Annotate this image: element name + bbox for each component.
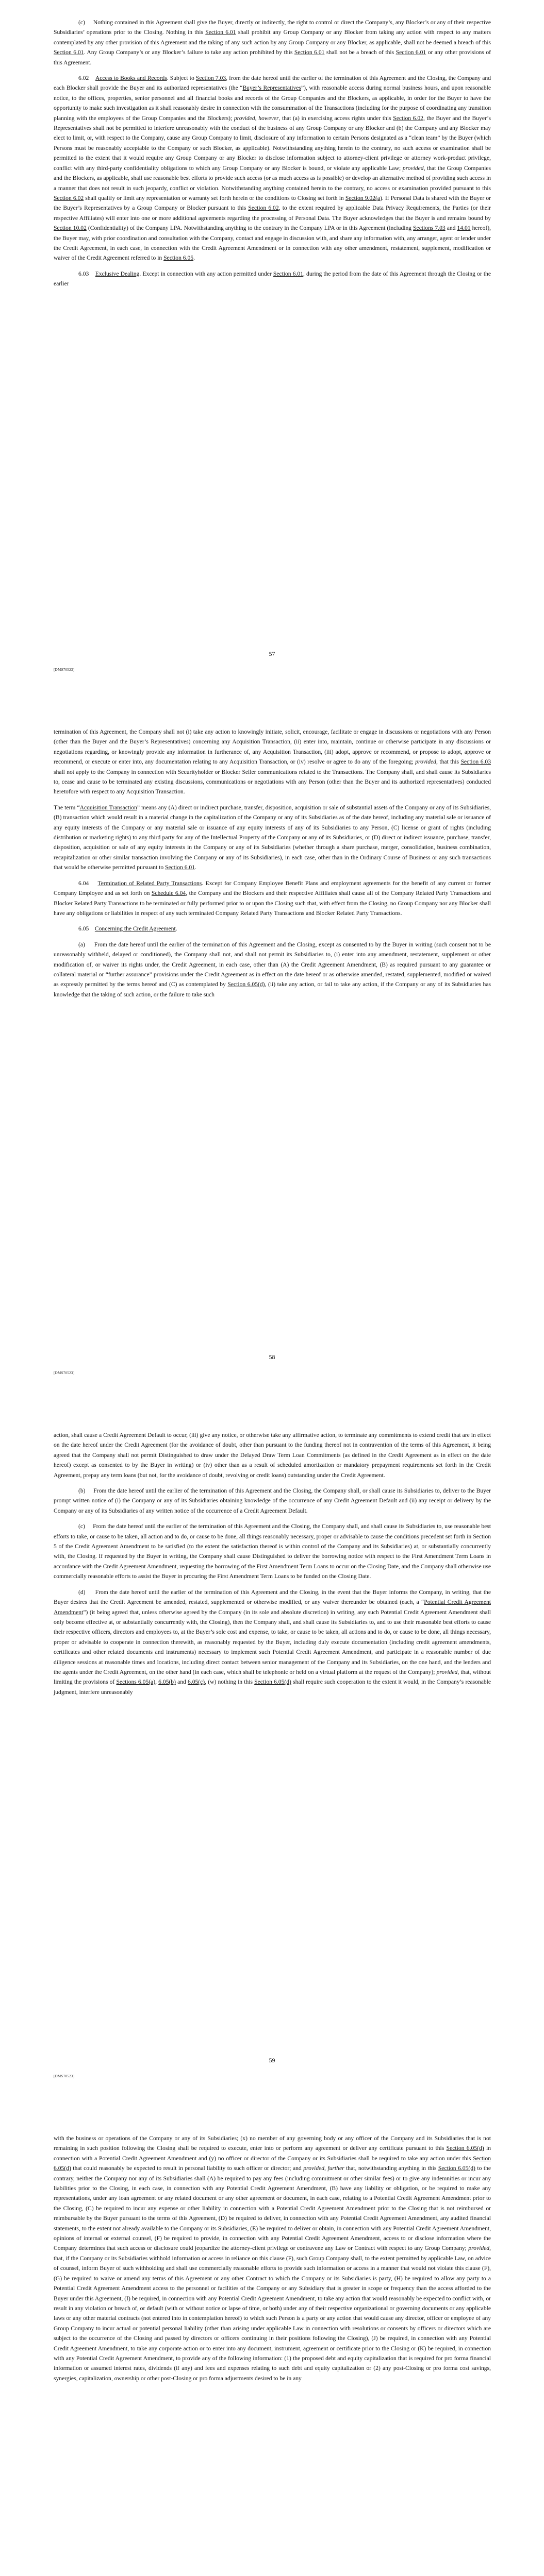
page-number: 59 xyxy=(269,2057,275,2064)
page-60 xyxy=(0,2110,544,2576)
page-59 xyxy=(0,1406,544,2110)
page-number: 58 xyxy=(269,1353,275,1361)
paragraph: (c) From the date hereof until the earlier of the termination of this Agreement and the Closing, the Company shall, and shall cause its Subsidiaries to, use reasonable best efforts to take, or cause to be taken, all action and to do, or cause to be done, all things reasonably necessary, proper or advisable to cause the conditions precedent set forth in Section 5 of the Credit Agreement Amendment to be satisfied (to the extent the satisfaction thereof is within control of the Company and its Subsidiaries) at, or substantially concurrently with, the Closing. If requested by the Buyer in writing, the Company shall cause Distinguished to deliver the borrowing notice with respect to the First Amendment Term Loans in accordance with the Credit Agreement Amendment, requesting the borrowing of the First Amendment Term Loans to occur on the Closing Date, and the Company shall otherwise use commercially reasonable efforts to assist the Buyer in procuring the First Amendment Term Loans to be funded on the Closing Date. xyxy=(54,1523,491,1580)
paragraph: (c) Nothing contained in this Agreement shall give the Buyer, directly or indirectly, the right to control or direct the Company’s, any Blocker’s or any of their respective Subsidiaries’ operations prior to the Closing. Nothing in this Section 6.01 shall prohibit any Group Company or any Blocker from taking any action with respect to any matters contemplated by any other provision of this Agreement and the taking of any such action by any Group Company or any Blocker, as applicable, shall not be deemed a breach of this Section 6.01. Any Group Company’s or any Blocker’s failure to take any action prohibited by this Section 6.01 shall not be a breach of this Section 6.01 or any other provisions of this Agreement. xyxy=(54,19,491,66)
page-57-body xyxy=(54,18,491,295)
paragraph: 6.02 Access to Books and Records. Subject to Section 7.03, from the date hereof until the earlier of the termination of this Agreement and the Closing, the Company and each Blocker shall provide the Buyer and its authorized representatives (the “Buyer’s Representatives”), with reasonable access during normal business hours, and upon reasonable notice, to the offices, properties, senior personnel and all financial books and records of the Group Companies and the Blockers, as applicable, in order for the Buyer to have the opportunity to make such investigation as it shall reasonably desire in connection with the consummation of the Transactions (including for the purpose of coordinating any transition planning with the employees of the Group Companies and the Blockers); provided, however, that (a) in exercising access rights under this Section 6.02, the Buyer and the Buyer’s Representatives shall not be permitted to interfere unreasonably with the conduct of the business of any Group Company or any Blocker and (b) the Company and any Blocker may elect to limit, or, with respect to the Company, cause any Group Company to limit, disclosure of any information to certain Persons designated as a “clean team” by the Buyer (which Persons must be reasonably acceptable to the Company or such Blocker, as applicable). Notwithstanding anything herein to the contrary, no such access or examination shall be permitted to the extent that it would require any Group Company or any Blocker to disclose information subject to attorney-client privilege or attorney work-product privilege, conflict with any third-party confidentiality obligations to which any Group Company or any Blocker is bound, or violate any applicable Law; provided, that the Group Companies and the Blockers, as applicable, shall use reasonable best efforts to provide such access (or as much access as is possible) or develop an alternative method of providing such access in a manner that does not result in such jeopardy, conflict or violation. Notwithstanding anything contained herein to the contrary, no access or examination provided pursuant to this Section 6.02 shall qualify or limit any representation or warranty set forth herein or the conditions to Closing set forth in Section 9.02(a). If Personal Data is shared with the Buyer or the Buyer’s Representatives by a Group Company or Blocker pursuant to this Section 6.02, to the extent required by applicable Data Privacy Requirements, the Parties (or their respective Affiliates) will enter into one or more additional agreements regarding the processing of Personal Data. The Buyer acknowledges that the Buyer is and remains bound by Section 10.02 (Confidentiality) of the Company LPA. Notwithstanding anything to the contrary in the Company LPA or in this Agreement (including Sections 7.03 and 14.01 hereof), the Buyer may, with prior coordination and consultation with the Company, contact and engage in discussion with, and share any information with, any arranger, agent or lender under the Credit Agreement, in each case, in connection with the Credit Agreement Amendment or in connection with any other amendment, restatement, supplement, modification or waiver of the Credit Agreement referred to in Section 6.05. xyxy=(54,75,491,262)
page-58-body xyxy=(54,727,491,1005)
page-number: 57 xyxy=(269,650,275,657)
page-57 xyxy=(0,0,544,703)
paragraph: 6.03 Exclusive Dealing. Except in connection with any action permitted under Section 6.01, during the period from the date of this Agreement through the Closing or the earlier xyxy=(54,270,491,287)
paragraph: 6.05 Concerning the Credit Agreement. xyxy=(78,925,177,933)
paragraph: termination of this Agreement, the Company shall not (i) take any action to knowingly initiate, solicit, encourage, facilitate or engage in discussions or negotiations with any Person (other than the Buyer and the Buyer’s Representatives) concerning any Acquisition Transaction, (ii) enter into, maintain, continue or otherwise participate in any discussions or negotiations regarding, or knowingly provide any information in furtherance of, any Acquisition Transaction, (iii) adopt, approve or recommend, or propose to adopt, approve or recommend, or execute or enter into, any documentation relating to any Acquisition Transaction, or (iv) resolve or agree to do any of the foregoing; provided, that this Section 6.03 shall not apply to the Company in connection with Securityholder or Blocker Seller communications related to the Transactions. The Company shall, and shall cause its Subsidiaries to, cease and cause to be terminated any existing discussions, communications or negotiations with any Person (other than the Buyer and its authorized representatives) conducted heretofore with respect to any Acquisition Transaction. xyxy=(54,728,491,795)
doc-footer-code: [DMS70523] xyxy=(54,2074,75,2078)
paragraph: The term “Acquisition Transaction” means any (A) direct or indirect purchase, transfer, disposition, acquisition or sale of substantial assets of the Company or any of its Subsidiaries, (B) transaction which would result in a material change in the capitalization of the Company or any of its Subsidiaries as of the date hereof, including any material sale or issuance of any equity interests of the Company or any material sale or issuance of any equity interests of any of its Subsidiaries to any Person, (C) license or grant of rights (including distribution or marketing rights) to any third party for any of the Intellectual Property of the Company or any of its Subsidiaries, or (D) direct or indirect issuance, purchase, transfer, disposition, acquisition or sale of any equity interests in the Company or any of its Subsidiaries (whether through a share purchase, merger, consolidation, business combination, recapitalization or other similar transaction involving the Company or any of its Subsidiaries), in each case, other than in the Ordinary Course of Business or any such transactions that would be otherwise permitted pursuant to Section 6.01. xyxy=(54,804,491,871)
page-58 xyxy=(0,703,544,1406)
paragraph: with the business or operations of the Company or any of its Subsidiaries; (x) no member of any governing body or any officer of the Company and its Subsidiaries that is not remaining in such position following the Closing shall be required to execute, enter into or perform any agreement or deliver any certificate pursuant to this Section 6.05(d) in connection with a Potential Credit Agreement Amendment and (y) no officer or director of the Company or its Subsidiaries shall be required to take any action under this Section 6.05(d) that could reasonably be expected to result in personal liability to such officer or director; and provided, further that, notwithstanding anything in this Section 6.05(d) to the contrary, neither the Company nor any of its Subsidiaries shall (A) be required to pay any fees (including commitment or other similar fees) or to give any indemnities or incur any liabilities prior to the Closing, in each case, in connection with any Potential Credit Agreement Amendment, (B) have any liability or obligation, or be required to make any representations, under any loan agreement or any related document or any other agreement or document, in each case, relating to a Potential Credit Agreement Amendment prior to the Closing, (C) be required to incur any expense or other liability in connection with a Potential Credit Agreement Amendment prior to the Closing that is not reimbursed or reimbursable by the Buyer pursuant to the terms of this Agreement, (D) be required to deliver, in connection with any Potential Credit Agreement Amendment, any audited financial statements, to the extent not already available to the Company or its Subsidiaries, (E) be required to deliver or obtain, in connection with any Potential Credit Agreement Amendment, opinions of internal or external counsel, (F) be required to provide, in connection with any Potential Credit Agreement Amendment, access to or disclose information where the Company determines that such access or disclosure could jeopardize the attorney-client privilege or contravene any Law or Contract with respect to any Group Company; provided, that, if the Company or its Subsidiaries withhold information or access in reliance on this clause (F), such Group Company shall, to the extent permitted by applicable Law, on advice of counsel, inform Buyer of such withholding and shall use commercially reasonable efforts to provide such information or access in a manner that would not violate this clause (F), (G) be required to waive or amend any terms of this Agreement or any other Contract to which the Company or its Subsidiaries is party, (H) be required to allow any party to a Potential Credit Agreement Amendment access to the personnel or facilities of the Company or any Subsidiary that is greater in scope or frequency than the access afforded to the Buyer under this Agreement, (I) be required, in connection with any Potential Credit Agreement Amendment, to take any action that would reasonably be expected to conflict with, or result in any violation or breach of, or default (with or without notice or lapse of time, or both) under any of their respective organizational or governing documents or any applicable laws or any other material contracts (not entered into in contemplation hereof) to which such Person is a party or any action that would cause any director, officer or employee of any Group Company to incur actual or potential personal liability (other than arising under applicable Law in connection with resolutions or consents by officers or directors which are subject to the occurrence of the Closing and passed by directors or officers continuing in their positions following the Closing), (J) be required, in connection with any Potential Credit Agreement Amendment, to take any corporate action or to enter into any document, instrument, agreement or certificate prior to the Closing or (K) be required, in connection with any Potential Credit Agreement Amendment, to provide any of the following information: (1) the proposed debt and equity capitalization that is required for pro forma financial information or assumed interest rates, dividends (if any) and fees and expenses relating to such debt and equity capitalization or (2) any post-Closing or pro forma cost savings, synergies, capitalization, ownership or other post-Closing or pro forma adjustments desired to be in any xyxy=(54,2135,491,2382)
page-60-body xyxy=(54,2133,491,2389)
paragraph: (a) From the date hereof until the earlier of the termination of this Agreement and the Closing, except as consented to by the Buyer in writing (such consent not to be unreasonably withheld, delayed or conditioned), the Company shall not, and shall not permit its Subsidiaries to, (i) enter into any amendment, restatement, supplement or other modification of, or waiver its rights under, the Credit Agreement, in each case, other than (A) the Credit Agreement Amendment, (B) as required pursuant to any guarantee or collateral material or “further assurance” provisions under the Credit Agreement as in effect on the date hereof or as otherwise amended, restated, supplemented, modified or waived as expressly permitted by the terms hereof and (C) as contemplated by Section 6.05(d), (ii) take any action, or fail to take any action, if the Company or any of its Subsidiaries has knowledge that the taking of such action, or the failure to take such xyxy=(54,941,491,998)
paragraph: (b) From the date hereof until the earlier of the termination of this Agreement and the Closing, the Company shall, or shall cause its Subsidiaries to, deliver to the Buyer prompt written notice of (i) the Company or any of its Subsidiaries obtaining knowledge of the occurrence of any Credit Agreement Default and (ii) any receipt or delivery by the Company or any of its Subsidiaries of any written notice of the occurrence of a Credit Agreement Default. xyxy=(54,1487,491,1514)
paragraph: (d) From the date hereof until the earlier of the termination of this Agreement and the Closing, in the event that the Buyer informs the Company, in writing, that the Buyer desires that the Credit Agreement be amended, restated, supplemented or otherwise modified, or any waiver thereunder be obtained (each, a “Potential Credit Agreement Amendment”) (it being agreed that, unless otherwise agreed by the Company (in its sole and absolute discretion) in writing, any such Potential Credit Agreement Amendment shall only become effective at, or substantially concurrently with, the Closing), then the Company shall, and shall cause its Subsidiaries to, and to use their reasonable best efforts to cause their respective officers, directors and employees to, at the Buyer’s sole cost and expense, to take, or cause to be taken, all actions and to do, or cause to be done, all things necessary, proper or advisable to cooperate in connection therewith, as reasonably requested by the Buyer, including duly execute documentation (including credit agreement amendments, certificates and other related documents and instruments) necessary to implement such Potential Credit Agreement Amendment, and participate in a reasonable number of due diligence sessions at reasonable times and locations, including direct contact between senior management of the Company and its Subsidiaries, on the one hand, and the lenders and the agents under the Credit Agreement, on the other hand (in each case, which shall be telephonic or held on a virtual platform at the request of the Company); provided, that, without limiting the provisions of Sections 6.05(a), 6.05(b) and 6.05(c), (w) nothing in this Section 6.05(d) shall require such cooperation to the extent it would, in the Company’s reasonable judgment, interfere unreasonably xyxy=(54,1588,491,1696)
paragraph: 6.04 Termination of Related Party Transactions. Except for Company Employee Benefit Plans and employment agreements for the benefit of any current or former Company Employee and as set forth on Schedule 6.04, the Company and the Blockers and their respective Affiliates shall cause all of the Company Related Party Transactions and Blocker Related Party Transactions to be terminated or fully performed prior to or upon the Closing such that, with effect from the Closing, no Group Company nor any Blocker shall have any obligations or liabilities in respect of any such terminated Company Related Party Transactions and Blocker Related Party Transactions. xyxy=(54,879,491,917)
doc-footer-code: [DMS70523] xyxy=(54,668,75,672)
doc-footer-code: [DMS70523] xyxy=(54,1371,75,1375)
page-59-body xyxy=(54,1430,491,1703)
paragraph: action, shall cause a Credit Agreement Default to occur, (iii) give any notice, or otherwise take any affirmative action, to terminate any commitments to extend credit that are in effect on the date hereof under the Credit Agreement (for the avoidance of doubt, other than pursuant to the funding thereof not in contravention of the terms of this Agreement, it being agreed that the Company shall not permit Distinguished to draw under the Delayed Draw Term Loan Commitments (as defined in the Credit Agreement as in effect on the date hereof) except as consented to by the Buyer in writing) or (iv) other than as a result of scheduled amortization or mandatory prepayment requirements set forth in the Credit Agreement, prepay any term loans (but not, for the avoidance of doubt, revolving or credit loans) outstanding under the Credit Agreement. xyxy=(54,1432,491,1479)
